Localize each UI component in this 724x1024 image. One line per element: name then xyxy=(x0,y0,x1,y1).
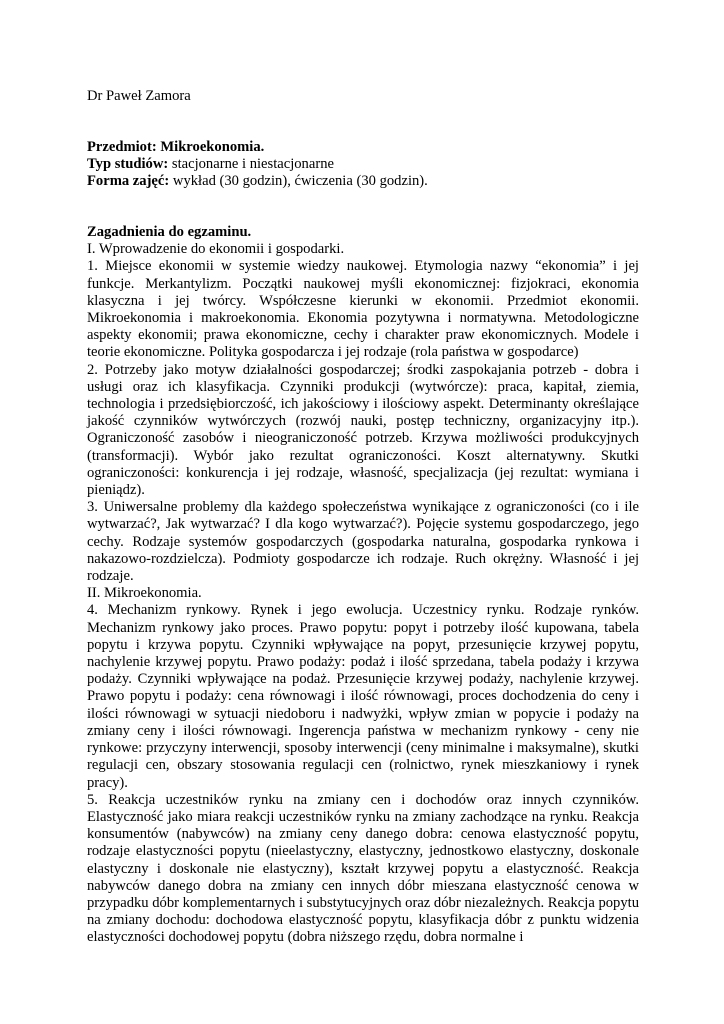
topic-item: 1. Miejsce ekonomii w systemie wiedzy naukowej. Etymologia nazwy “ekonomia” i jej funkcje. Merkantylizm. Początki naukowej myśli ekonomicznej: fizjokraci, ekonomia klasyczna i jej twórcy. Współczesne kierunki w ekonomii. Przedmiot ekonomii. Mikroekonomia i makroekonomia. Ekonomia pozytywna i normatywna. Metodologiczne aspekty ekonomii; prawa ekonomiczne, cechy i charakter praw ekonomicznych. Modele i teorie ekonomiczne. Polityka gospodarcza i jej rodzaje (rola państwa w gospodarce) xyxy=(87,258,639,361)
class-form-value: wykład (30 godzin), ćwiczenia (30 godzin). xyxy=(172,173,428,190)
topic-item: 4. Mechanizm rynkowy. Rynek i jego ewolucja. Uczestnicy rynku. Rodzaje rynków. Mechanizm rynkowy jako proces. Prawo popytu: popyt i potrzeby ilość kupowana, tabela popytu i krzywa popytu. Czynniki wpływające na popyt, przesunięcie krzywej popytu, nachylenie krzywej popytu. Prawo podaży: podaż i ilość sprzedana, tabela podaży i krzywa podaży. Czynniki wpływające na podaż. Przesunięcie krzywej podaży, nachylenie krzywej. Prawo popytu i podaży: cena równowagi i ilość równowagi, proces dochodzenia do ceny i ilości równowagi w sytuacji niedoboru i nadwyżki, wpływ zmian w popycie i podaży na zmiany ceny i ilości równowagi. Ingerencja państwa w mechanizm rynkowy - ceny nie rynkowe: przyczyny interwencji, sposoby interwencji (ceny minimalne i maksymalne), skutki regulacji cen, obszary stosowania regulacji cen (rolnictwo, rynek mieszkaniowy i rynek pracy). xyxy=(87,602,639,791)
subject-value: Mikroekonomia. xyxy=(160,139,265,155)
section-title: I. Wprowadzenie do ekonomii i gospodarki. xyxy=(87,241,345,258)
study-type-label: Typ studiów: xyxy=(87,156,169,173)
topic-item: 3. Uniwersalne problemy dla każdego społeczeństwa wynikające z ograniczoności (co i ile wytwarzać?, Jak wytwarzać? I dla kogo wytwarzać?). Pojęcie systemu gospodarczego, jego cechy. Rodzaje systemów gospodarczych (gospodarka naturalna, gospodarka rynkowa i nakazowo-rozdzielcza). Podmioty gospodarcze ich rodzaje. Ruch okrężny. Własność i jej rodzaje. xyxy=(87,499,639,585)
section-title: II. Mikroekonomia. xyxy=(87,585,202,602)
exam-topics xyxy=(87,224,639,947)
subject-line xyxy=(87,139,639,156)
class-form-line xyxy=(87,173,639,190)
class-form-label: Forma zajęć: xyxy=(87,173,170,190)
exam-heading: Zagadnienia do egzaminu. xyxy=(87,224,252,240)
study-type-value: stacjonarne i niestacjonarne xyxy=(171,156,334,173)
topic-item: 5. Reakcja uczestników rynku na zmiany cen i dochodów oraz innych czynników. Elastyczność jako miara reakcji uczestników rynku na zmiany zachodzące na rynku. Reakcja konsumentów (nabywców) na zmiany ceny danego dobra: cenowa elastyczność popytu, rodzaje elastyczności popytu (nieelastyczny, elastyczny, jednostkowo elastyczny, doskonale elastyczny i doskonale nie elastyczny), kształt krzywej popytu a elastyczność. Reakcja nabywców danego dobra na zmiany cen innych dóbr mieszana elastyczność cenowa w przypadku dóbr komplementarnych i substytucyjnych oraz dóbr niezależnych. Reakcja popytu na zmiany dochodu: dochodowa elastyczność popytu, klasyfikacja dóbr z punktu widzenia elastyczności dochodowej popytu (dobra niższego rzędu, dobra normalne i xyxy=(87,791,639,946)
course-info xyxy=(87,139,639,191)
study-type-line xyxy=(87,156,639,173)
topic-item: 2. Potrzeby jako motyw działalności gospodarczej; środki zaspokajania potrzeb - dobra i usługi oraz ich klasyfikacja. Czynniki produkcji (wytwórcze): praca, kapitał, ziemia, technologia i przedsiębiorczość, ich jakościowy i ilościowy aspekt. Determinanty określające jakość czynników wytwórczych (rozwój nauki, postęp techniczny, organizacyjny itp.). Ograniczoność zasobów i nieograniczoność potrzeb. Krzywa możliwości produkcyjnych (transformacji). Wybór jako rezultat ograniczoności. Koszt alternatywny. Skutki ograniczoności: konkurencja i jej rodzaje, własność, specjalizacja (jej rezultat: wymiana i pieniądz). xyxy=(87,361,639,499)
subject-label: Przedmiot: xyxy=(87,139,157,155)
author-name: Dr Paweł Zamora xyxy=(87,88,191,104)
